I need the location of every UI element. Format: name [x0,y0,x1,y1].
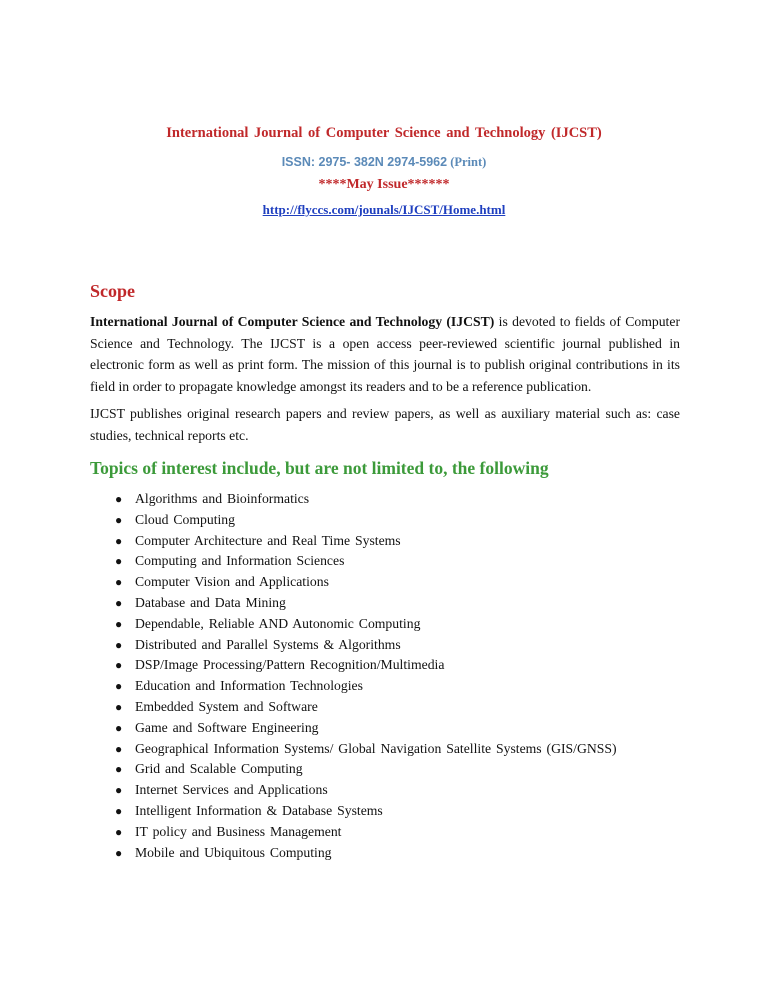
list-item [90,614,680,635]
bullet-icon: ● [115,699,123,714]
bullet-icon: ● [115,762,123,777]
bullet-icon: ● [115,492,123,506]
list-item [90,572,680,593]
bullet-icon: ● [115,741,123,756]
bullet-icon: ● [115,720,123,735]
topic-label: Education and Information Technologies [135,678,363,694]
journal-header [0,124,768,219]
list-item [90,697,680,718]
bullet-icon: ● [115,512,123,527]
topic-label: Computer Architecture and Real Time Systems [135,532,401,548]
topic-label: Internet Services and Applications [135,782,328,798]
bullet-icon: ● [115,616,123,631]
list-item [90,551,680,572]
journal-home-link[interactable]: http://flyccs.com/jounals/IJCST/Home.html [262,202,506,217]
list-item [90,843,680,864]
topic-label: Intelligent Information & Database Systems [135,802,383,818]
topic-label: Cloud Computing [135,511,235,527]
topic-label: Algorithms and Bioinformatics [135,491,310,506]
topics-list [90,489,680,863]
list-item [90,593,680,614]
topic-label: Grid and Scalable Computing [135,761,303,777]
list-item [90,759,680,780]
bullet-icon: ● [115,575,123,590]
bullet-icon: ● [115,595,123,610]
list-item [90,676,680,697]
list-item [90,489,680,510]
bullet-icon: ● [115,783,123,798]
scope-heading: Scope [90,281,135,301]
bullet-icon: ● [115,824,123,839]
topic-label: Database and Data Mining [135,594,286,610]
bullet-icon: ● [115,679,123,694]
issue-label: ****May Issue****** [318,177,450,192]
list-item [90,718,680,739]
list-item [90,780,680,801]
journal-title: International Journal of Computer Science and Technology (IJCST) [166,125,602,141]
topic-label: Mobile and Ubiquitous Computing [135,844,332,860]
main-content [90,278,680,863]
scope-paragraph-2: IJCST publishes original research papers and review papers, as well as auxiliary material such as: case studies, technical reports etc. [90,406,680,443]
topics-heading: Topics of interest include, but are not limited to, the following [90,458,549,478]
scope-paragraph-1-text: is devoted to fields of Computer Science and Technology. The IJCST is a open access peer-reviewed scientific journal published in electronic form as well as print form. The mission of this journal is to publish original contributions in its field in order to propagate knowledge amongst its readers and to be a reference publication. [90,314,680,394]
journal-name-bold: International Journal of Computer Science and Technology (IJCST) [90,314,495,329]
list-item [90,655,680,676]
topic-label: DSP/Image Processing/Pattern Recognition/Multimedia [135,657,445,673]
topic-label: Embedded System and Software [135,698,318,714]
bullet-icon: ● [115,554,123,569]
topic-label: Computing and Information Sciences [135,553,345,569]
topic-label: Dependable, Reliable AND Autonomic Computing [135,615,421,631]
issn-print-label: (Print) [450,155,487,169]
bullet-icon: ● [115,845,123,860]
bullet-icon: ● [115,803,123,818]
bullet-icon: ● [115,637,123,652]
bullet-icon: ● [115,658,123,673]
topic-label: IT policy and Business Management [135,823,342,839]
list-item [90,510,680,531]
topic-label: Geographical Information Systems/ Global Navigation Satellite Systems (GIS/GNSS) [135,740,617,756]
issn-number: ISSN: 2975- 382N 2974-5962 [281,155,448,169]
topic-label: Game and Software Engineering [135,719,319,735]
list-item [90,739,680,760]
list-item [90,822,680,843]
list-item [90,801,680,822]
issn-line [0,154,768,170]
topic-label: Computer Vision and Applications [135,574,329,590]
bullet-icon: ● [115,533,123,548]
topic-label: Distributed and Parallel Systems & Algorithms [135,636,401,652]
list-item [90,531,680,552]
scope-paragraph-1 [90,311,680,397]
list-item [90,635,680,656]
